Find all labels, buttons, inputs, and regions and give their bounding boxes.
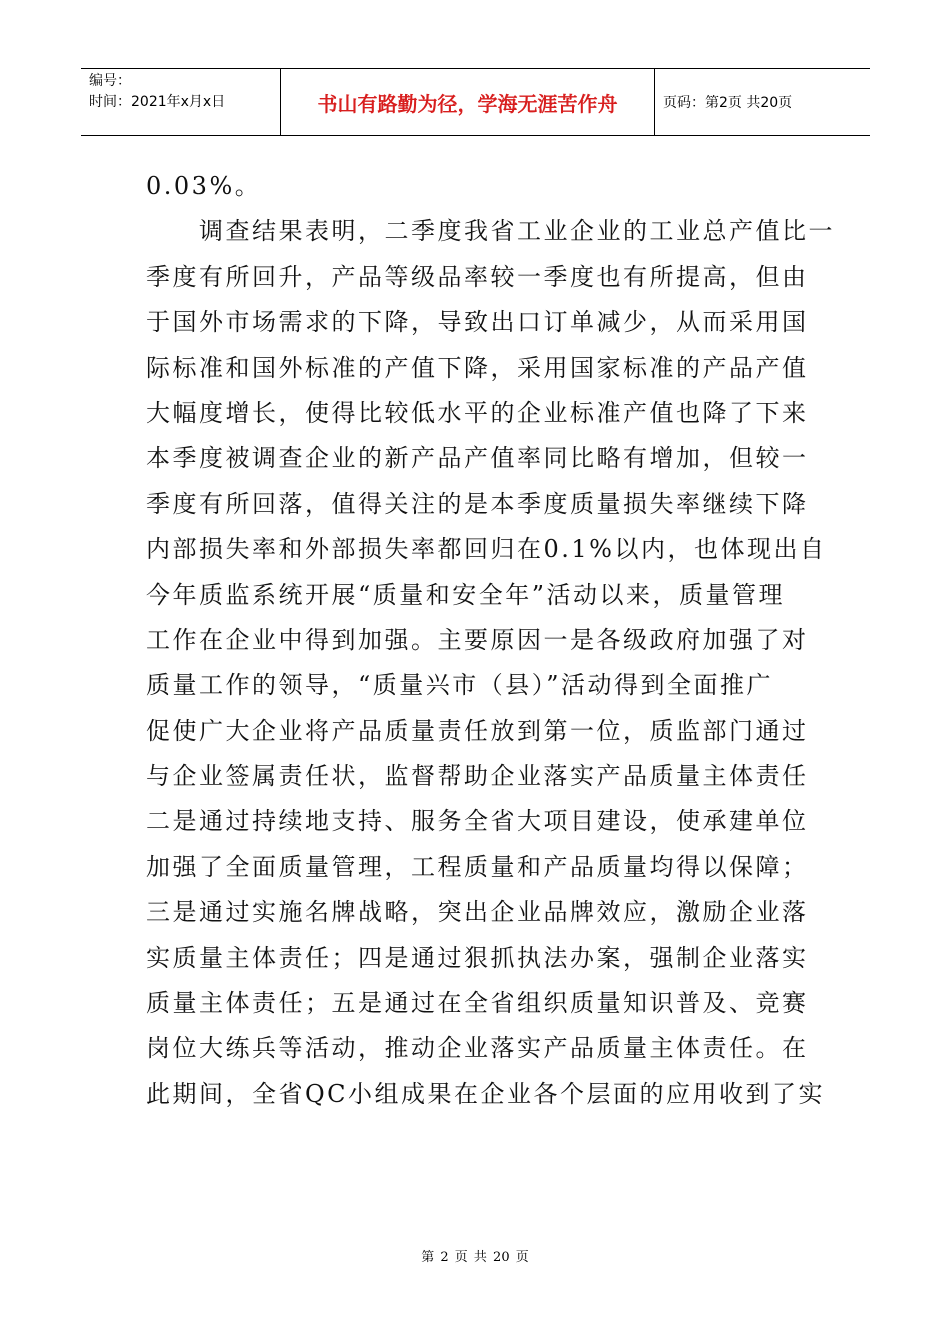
- body-line: 0.03%。: [146, 172, 262, 200]
- body-line: 岗位大练兵等活动，推动企业落实产品质量主体责任。在: [146, 1034, 809, 1063]
- body-line: 际标准和国外标准的产值下降，采用国家标准的产品产值: [146, 353, 809, 382]
- document-time-label: 时间：2021年x月x日: [89, 94, 226, 110]
- body-line: 与企业签属责任状，监督帮助企业落实产品质量主体责任: [146, 762, 809, 791]
- body-line: 实质量主体责任；四是通过狠抓执法办案，强制企业落实: [146, 943, 809, 972]
- document-body: [146, 168, 835, 1121]
- body-line: 促使广大企业将产品质量责任放到第一位，质监部门通过: [146, 716, 809, 745]
- body-line: 大幅度增长，使得比较低水平的企业标准产值也降了下来: [146, 398, 809, 427]
- body-line: 工作在企业中得到加强。主要原因一是各级政府加强了对: [146, 625, 809, 654]
- header-meta: [81, 69, 281, 135]
- document-number-label: 编号：: [89, 73, 131, 89]
- body-line: 质量主体责任；五是通过在全省组织质量知识普及、竞赛: [146, 989, 809, 1018]
- header-page-info: 页码：第2页 共20页: [663, 95, 793, 111]
- body-line: 今年质监系统开展“质量和安全年”活动以来，质量管理: [146, 580, 786, 609]
- body-line: 调查结果表明，二季度我省工业企业的工业总产值比一: [146, 217, 835, 246]
- body-line: 加强了全面质量管理，工程质量和产品质量均得以保障；: [146, 852, 809, 881]
- body-line: 本季度被调查企业的新产品产值率同比略有增加，但较一: [146, 444, 809, 473]
- body-line: 三是通过实施名牌战略，突出企业品牌效应，激励企业落: [146, 898, 809, 927]
- body-line: 于国外市场需求的下降，导致出口订单减少，从而采用国: [146, 308, 809, 337]
- page-footer: 第 2 页 共 20 页: [421, 1250, 529, 1265]
- page-header: [81, 68, 870, 136]
- body-line: 此期间，全省QC小组成果在企业各个层面的应用收到了实: [146, 1079, 826, 1108]
- body-line: 内部损失率和外部损失率都回归在0.1%以内，也体现出自: [146, 535, 827, 564]
- header-motto: 书山有路勤为径，学海无涯苦作舟: [281, 69, 655, 135]
- body-line: 季度有所回升，产品等级品率较一季度也有所提高，但由: [146, 262, 809, 291]
- body-line: 二是通过持续地支持、服务全省大项目建设，使承建单位: [146, 807, 809, 836]
- body-line: 季度有所回落，值得关注的是本季度质量损失率继续下降: [146, 489, 809, 518]
- body-line: 质量工作的领导，“质量兴市（县）”活动得到全面推广: [146, 671, 774, 700]
